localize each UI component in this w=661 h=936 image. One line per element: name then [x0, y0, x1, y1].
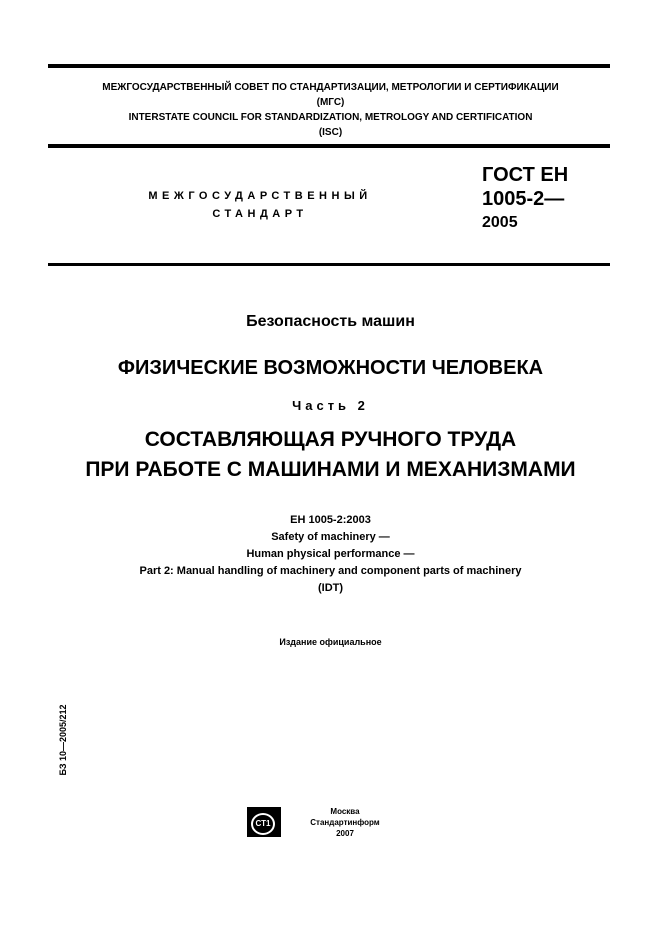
- en-line2: Human physical performance —: [246, 548, 415, 560]
- section-rule: [48, 263, 610, 266]
- logo-mark: СТ1: [251, 813, 275, 835]
- gost-year: 2005: [482, 214, 518, 231]
- standard-line2: СТАНДАРТ: [212, 208, 308, 220]
- en-line4: (IDT): [317, 582, 344, 594]
- en-line3: Part 2: Manual handling of machinery and component parts of machinery: [139, 565, 522, 577]
- publisher-year: 2007: [336, 829, 354, 838]
- header-rule: [48, 144, 610, 148]
- council-ru: МЕЖГОСУДАРСТВЕННЫЙ СОВЕТ ПО СТАНДАРТИЗАЦИИ, МЕТРОЛОГИИ И СЕРТИФИКАЦИИ: [102, 82, 559, 93]
- gost-line2: 1005-2—: [482, 188, 565, 210]
- side-code: БЗ 10—2005/212: [58, 704, 68, 776]
- standard-label: [110, 187, 410, 223]
- gost-number: [482, 163, 568, 235]
- en-ref: EH 1005-2:2003: [290, 514, 371, 526]
- subtitle-line2: ПРИ РАБОТЕ С МАШИНАМИ И МЕХАНИЗМАМИ: [85, 458, 576, 481]
- standard-line1: МЕЖГОСУДАРСТВЕННЫЙ: [148, 190, 372, 202]
- top-rule: [48, 64, 610, 68]
- council-en: INTERSTATE COUNCIL FOR STANDARDIZATION, METROLOGY AND CERTIFICATION: [128, 112, 533, 123]
- en-line1: Safety of machinery —: [271, 531, 390, 543]
- main-title: ФИЗИЧЕСКИЕ ВОЗМОЖНОСТИ ЧЕЛОВЕКА: [117, 357, 544, 379]
- edition-label: Издание официальное: [279, 637, 382, 647]
- part-label: Часть 2: [292, 398, 369, 413]
- publisher-city: Москва: [330, 807, 360, 816]
- publisher-logo: [247, 807, 281, 837]
- abbr-en: (ISC): [318, 127, 343, 138]
- abbr-ru: (МГС): [316, 97, 345, 108]
- subtitle-line1: СОСТАВЛЯЮЩАЯ РУЧНОГО ТРУДА: [144, 428, 517, 451]
- publisher-info: [290, 806, 400, 839]
- gost-line1: ГОСТ ЕН: [482, 164, 569, 186]
- publisher-name: Стандартинформ: [310, 818, 380, 827]
- subject-title: Безопасность машин: [246, 313, 415, 330]
